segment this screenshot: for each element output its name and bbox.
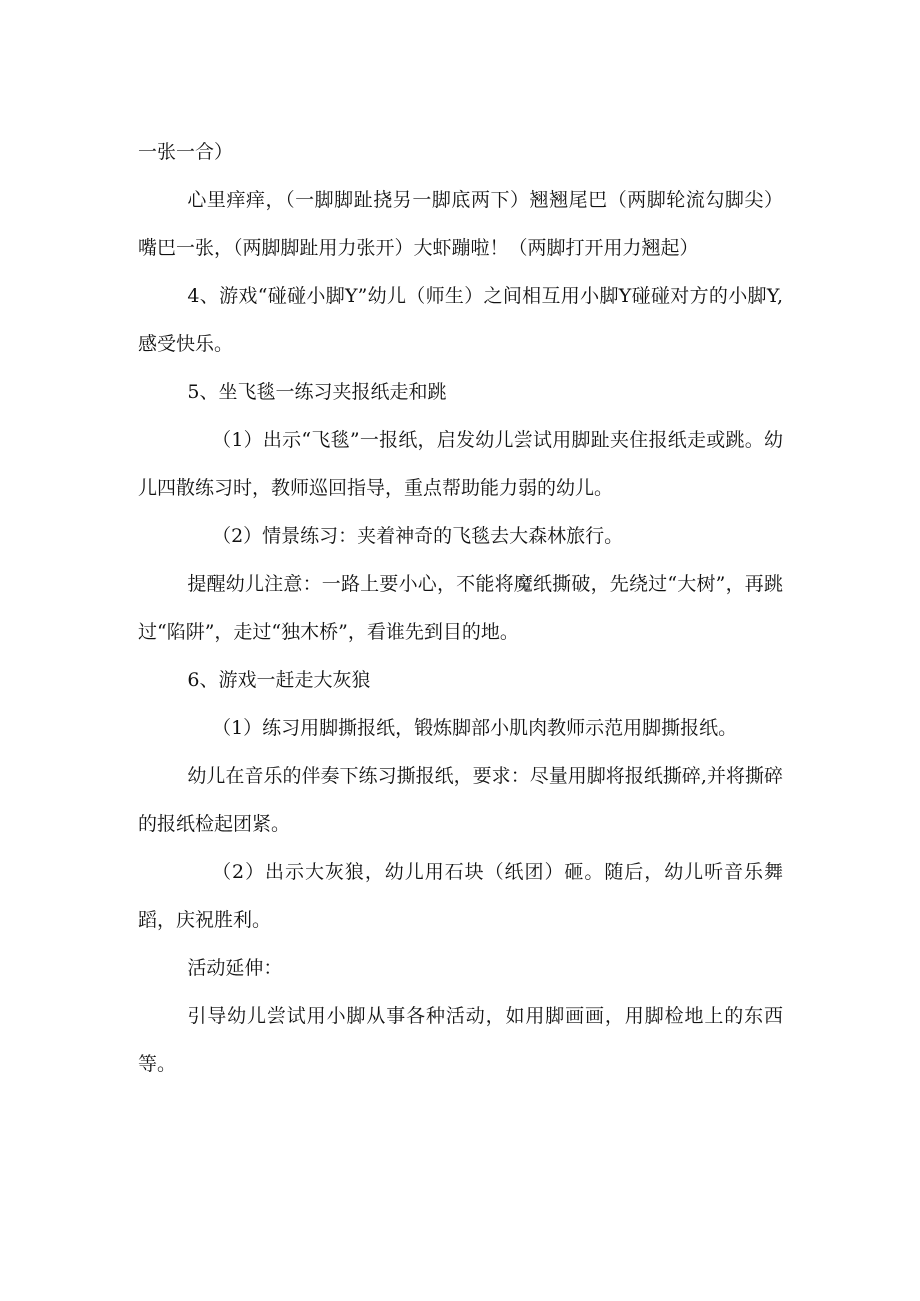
paragraph-rhyme: 心里痒痒，（一脚脚趾挠另一脚底两下）翘翘尾巴（两脚轮流勾脚尖）嘴巴一张，（两脚脚趾用力张开）大虾蹦啦！（两脚打开用力翘起）	[138, 189, 783, 259]
paragraph-step-4: 4、游戏“碰碰小脚Y”幼儿（师生）之间相互用小脚Y碰碰对方的小脚Y,感受快乐。	[138, 285, 783, 355]
paragraph-step-6: 6、游戏一赶走大灰狼	[187, 669, 371, 691]
paragraph-step-5-2: （2）情景练习：夹着神奇的飞毯去大森林旅行。	[212, 525, 624, 547]
paragraph-step-6-2: （2）出示大灰狼，幼儿用石块（纸团）砸。随后，幼儿听音乐舞蹈，庆祝胜利。	[138, 861, 783, 931]
paragraph-extension-heading: 活动延伸：	[187, 957, 283, 979]
paragraph-music-practice: 幼儿在音乐的伴奏下练习撕报纸，要求：尽量用脚将报纸撕碎,并将撕碎的报纸检起团紧。	[138, 765, 783, 835]
paragraph-reminder: 提醒幼儿注意：一路上要小心，不能将魔纸撕破，先绕过“大树”，再跳过“陷阱”，走过“独木桥”，看谁先到目的地。	[138, 573, 783, 643]
paragraph-step-5-1: （1）出示“飞毯”一报纸，启发幼儿尝试用脚趾夹住报纸走或跳。幼儿四散练习时，教师巡回指导，重点帮助能力弱的幼儿。	[138, 429, 783, 499]
paragraph-step-5: 5、坐飞毯一练习夹报纸走和跳	[187, 381, 447, 403]
paragraph-extension-body: 引导幼儿尝试用小脚从事各种活动，如用脚画画，用脚检地上的东西等。	[138, 1005, 783, 1075]
paragraph-step-6-1: （1）练习用脚撕报纸，锻炼脚部小肌肉教师示范用脚撕报纸。	[212, 717, 738, 739]
paragraph-continuation: 一张一合）	[138, 141, 234, 163]
document-body	[138, 128, 783, 1088]
